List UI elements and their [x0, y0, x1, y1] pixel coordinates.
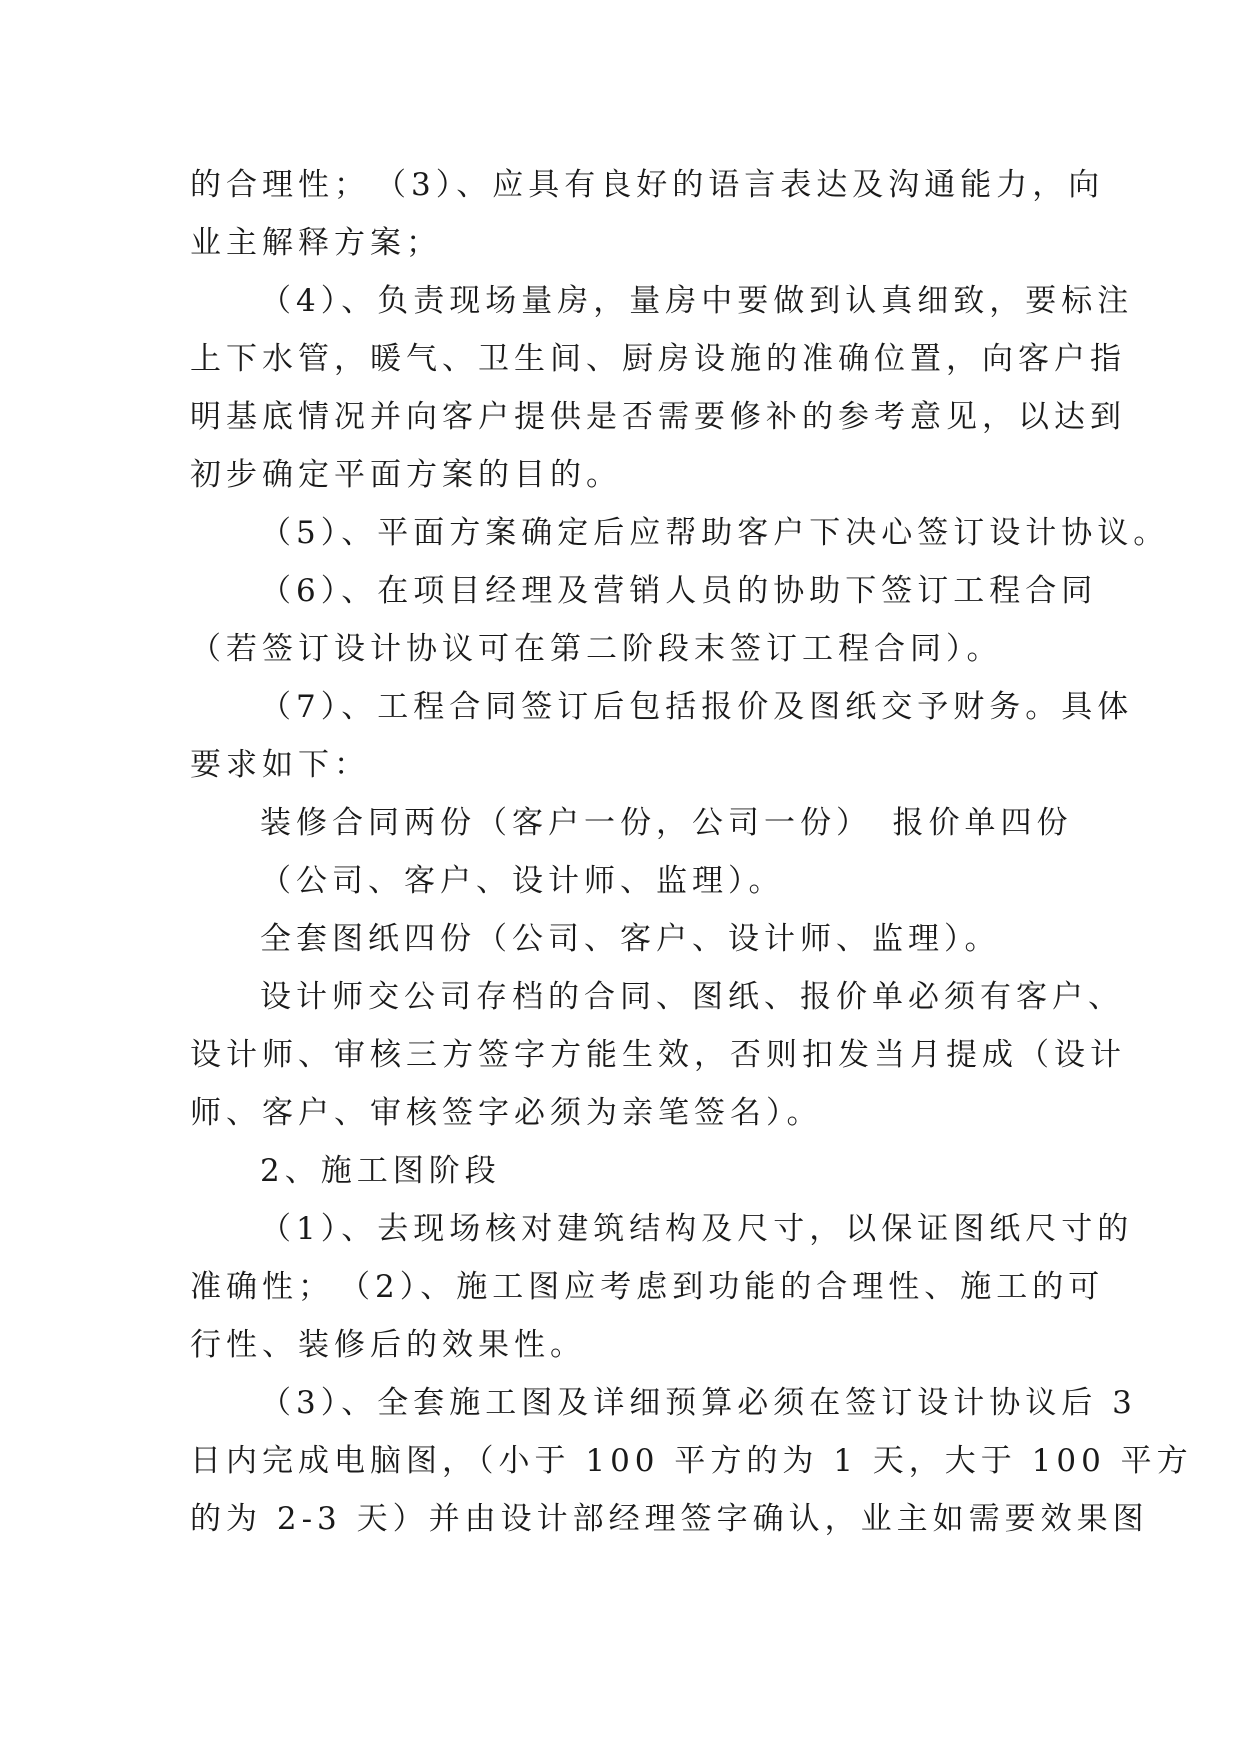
text-line: 师、客户、审核签字必须为亲笔签名）。 [190, 1095, 823, 1131]
text-line: 装修合同两份（客户一份，公司一份） 报价单四份 [260, 805, 1073, 841]
text-line: 日内完成电脑图，（小于 100 平方的为 1 天，大于 100 平方 [190, 1443, 1193, 1479]
text-line: （7）、工程合同签订后包括报价及图纸交予财务。具体 [260, 689, 1134, 725]
text-line: 的合理性； （3）、应具有良好的语言表达及沟通能力，向 [190, 167, 1105, 203]
text-line: 的为 2-3 天）并由设计部经理签字确认，业主如需要效果图 [190, 1501, 1149, 1537]
text-line: 业主解释方案； [190, 225, 442, 261]
text-line: （3）、全套施工图及详细预算必须在签订设计协议后 3 [260, 1385, 1137, 1421]
text-line: 设计师交公司存档的合同、图纸、报价单必须有客户、 [260, 979, 1124, 1015]
text-line: 行性、装修后的效果性。 [190, 1327, 586, 1363]
text-line: 准确性； （2）、施工图应考虑到功能的合理性、施工的可 [190, 1269, 1105, 1305]
section-heading: 2、施工图阶段 [260, 1153, 501, 1189]
text-line: （1）、去现场核对建筑结构及尺寸，以保证图纸尺寸的 [260, 1211, 1134, 1247]
text-line: 要求如下： [190, 747, 370, 783]
text-line: 明基底情况并向客户提供是否需要修补的参考意见，以达到 [190, 399, 1126, 435]
text-line: （6）、在项目经理及营销人员的协助下签订工程合同 [260, 573, 1098, 609]
text-line: 全套图纸四份（公司、客户、设计师、监理）。 [260, 921, 1001, 957]
text-line: （4）、负责现场量房，量房中要做到认真细致，要标注 [260, 283, 1134, 319]
text-line: 初步确定平面方案的目的。 [190, 457, 622, 493]
text-line: 上下水管，暖气、卫生间、厨房设施的准确位置，向客户指 [190, 341, 1126, 377]
text-line: （公司、客户、设计师、监理）。 [260, 863, 785, 899]
text-line: （5）、平面方案确定后应帮助客户下决心签订设计协议。 [260, 515, 1170, 551]
text-line: （若签订设计协议可在第二阶段末签订工程合同）。 [190, 631, 1003, 667]
text-line: 设计师、审核三方签字方能生效，否则扣发当月提成（设计 [190, 1037, 1126, 1073]
